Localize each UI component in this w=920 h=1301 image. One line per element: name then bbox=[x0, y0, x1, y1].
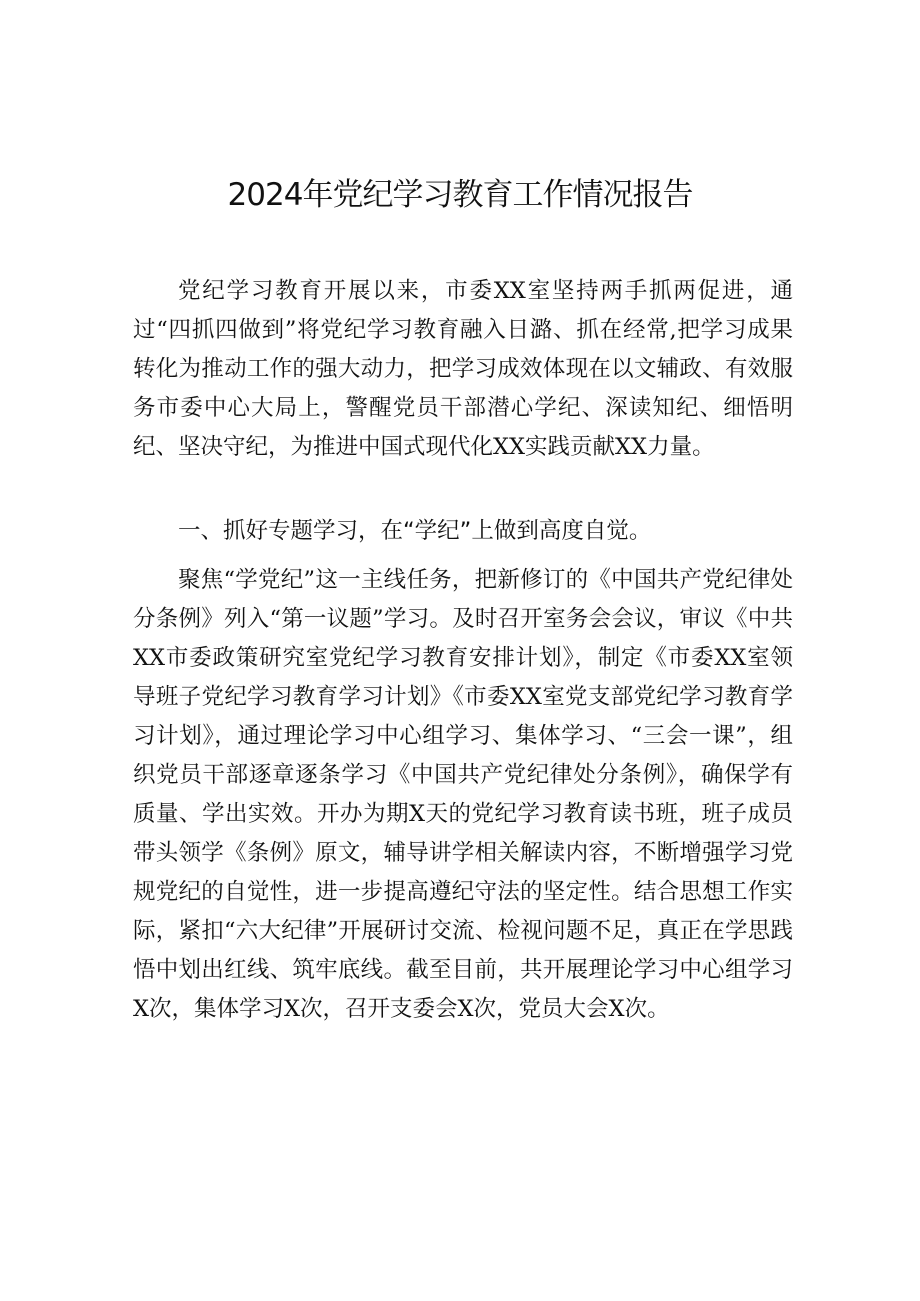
intro-paragraph: 党纪学习教育开展以来，市委XX室坚持两手抓两促进，通过“四抓四做到”将党纪学习教育融入日潞、抓在经常,把学习成果转化为推动工作的强大动力，把学习成效体现在以文辅政、有效服务市委中心大局上，警醒党员干部潜心学纪、深读知纪、细悟明纪、坚决守纪，为推进中国式现代化XX实践贡献XX力量。 bbox=[133, 278, 793, 460]
section-1-block bbox=[133, 561, 793, 1029]
document-title: 2024年党纪学习教育工作情况报告 bbox=[227, 177, 693, 213]
intro-block bbox=[133, 272, 793, 467]
section-1-paragraph: 聚焦“学党纪”这一主线任务，把新修订的《中国共产党纪律处分条例》列入“第一议题”学习。及时召开室务会会议，审议《中共XX市委政策研究室党纪学习教育安排计划》，制定《市委XX室领导班子党纪学习教育学习计划》《市委XX室党支部党纪学习教育学习计划》，通过理论学习中心组学习、集体学习、“三会一课”，组织党员干部逐章逐条学习《中国共产党纪律处分条例》，确保学有质量、学出实效。开办为期X天的党纪学习教育读书班，班子成员带头领学《条例》原文，辅导讲学相关解读内容，不断增强学习党规党纪的自觉性，进一步提高遵纪守法的坚定性。结合思想工作实际，紧扣“六大纪律”开展研讨交流、检视问题不足，真正在学思践悟中划出红线、筑牢底线。截至目前，共开展理论学习中心组学习X次，集体学习X次，召开支委会X次，党员大会X次。 bbox=[133, 567, 793, 1022]
section-1-heading: 一、抓好专题学习，在“学纪”上做到高度自觉。 bbox=[178, 518, 652, 544]
